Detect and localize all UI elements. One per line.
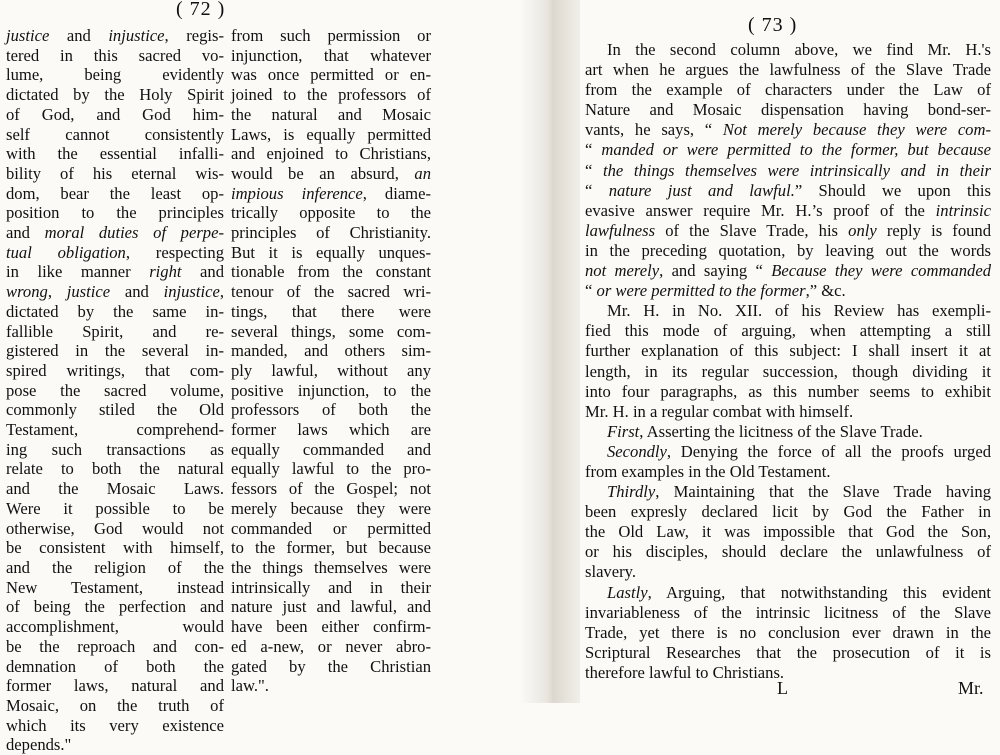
text-line: In the second column above, we find Mr. H.'s bbox=[607, 40, 991, 59]
text-line: “ manded or were permitted to the former, but because bbox=[585, 140, 991, 160]
signature-mark: L bbox=[777, 678, 788, 698]
text-line: New Testament, instead bbox=[6, 577, 224, 597]
text-line: impious inference, diame- bbox=[231, 183, 431, 203]
text-line: accomplishment, would bbox=[6, 617, 224, 637]
text-line: or his disciples, should declare the unlawfulness of bbox=[585, 542, 991, 562]
text-line: Secondly, Denying the force of all the proofs urged bbox=[607, 441, 991, 461]
text-line: of being the perfection and bbox=[6, 597, 224, 617]
text-line: demnation of both the bbox=[6, 656, 224, 676]
text-line: tered in this sacred vo- bbox=[6, 45, 224, 65]
text-line: relate to both the natural bbox=[6, 459, 224, 479]
text-line: joined to the professors of bbox=[231, 85, 431, 105]
right-page-body bbox=[585, 40, 991, 683]
text-line: from the example of characters under the Law of bbox=[585, 80, 991, 100]
text-line: depends." bbox=[6, 735, 72, 755]
catchword: Mr. bbox=[958, 678, 984, 698]
text-line: Nature and Mosaic dispensation having bond-ser- bbox=[585, 100, 991, 120]
text-line: not merely, and saying “ Because they were commanded bbox=[585, 261, 991, 281]
text-line: invariableness of the intrinsic licitness of the Slave bbox=[585, 602, 991, 622]
text-line: in the preceding quotation, by leaving out the words bbox=[585, 240, 991, 260]
text-line: Mosaic, on the truth of bbox=[6, 695, 224, 715]
text-line: former laws, natural and bbox=[6, 676, 224, 696]
text-line: pose the sacred volume, bbox=[6, 380, 224, 400]
text-line: But it is equally unques- bbox=[231, 242, 431, 262]
left-column-1 bbox=[6, 26, 224, 755]
text-line: the things themselves were bbox=[231, 557, 431, 577]
book-gutter bbox=[520, 0, 580, 703]
text-line: length, in its regular succession, though dividing it bbox=[585, 361, 991, 381]
text-line: of God, and God him- bbox=[6, 104, 224, 124]
text-line: tual obligation, respecting bbox=[6, 242, 224, 262]
text-line: ply lawful, without any bbox=[231, 360, 431, 380]
text-line: and enjoined to Christians, bbox=[231, 144, 431, 164]
text-line: and the religion of the bbox=[6, 557, 224, 577]
text-line: “ nature just and lawful.” Should we upon this bbox=[585, 180, 991, 200]
text-line: Testament, comprehend- bbox=[6, 420, 224, 440]
text-line: former laws which are bbox=[231, 420, 431, 440]
text-line: with the essential infalli- bbox=[6, 144, 224, 164]
text-line: merely because they were bbox=[231, 498, 431, 518]
text-line: dom, bear the least op- bbox=[6, 183, 224, 203]
text-line: slavery. bbox=[585, 562, 636, 582]
text-line: from examples in the Old Testament. bbox=[585, 461, 831, 481]
text-line: and moral duties of perpe- bbox=[6, 223, 224, 243]
text-line: justice and injustice, regis- bbox=[6, 26, 224, 45]
text-line: and the Mosaic Laws. bbox=[6, 479, 224, 499]
text-line: principles of Christianity. bbox=[231, 223, 431, 243]
text-line: Were it possible to be bbox=[6, 498, 224, 518]
text-line: tings, that there were bbox=[231, 301, 431, 321]
text-line: ed a-new, or never abro- bbox=[231, 636, 431, 656]
text-line: have been either confirm- bbox=[231, 617, 431, 637]
text-line: which its very existence bbox=[6, 715, 224, 735]
text-line: tenour of the sacred wri- bbox=[231, 282, 431, 302]
text-line: further explanation of this subject: I shall insert it at bbox=[585, 341, 991, 361]
text-line: “ or were permitted to the former,” &c. bbox=[585, 281, 846, 301]
text-line: nature just and lawful, and bbox=[231, 597, 431, 617]
text-line: Scriptural Researches that the prosecution of it is bbox=[585, 642, 991, 662]
text-line: to the former, but because bbox=[231, 538, 431, 558]
left-column-2 bbox=[231, 26, 431, 696]
text-line: art when he argues the lawfulness of the Slave Trade bbox=[585, 60, 991, 80]
text-line: gated by the Christian bbox=[231, 656, 431, 676]
text-line: Trade, yet there is no conclusion ever drawn in the bbox=[585, 622, 991, 642]
text-line: equally lawful to the pro- bbox=[231, 459, 431, 479]
text-line: positive injunction, to the bbox=[231, 380, 431, 400]
text-line: wrong, justice and injustice, bbox=[6, 282, 224, 302]
text-line: fied this mode of arguing, when attempting a still bbox=[585, 321, 991, 341]
text-line: otherwise, God would not bbox=[6, 518, 224, 538]
text-line: lawfulness of the Slave Trade, his only reply is found bbox=[585, 220, 992, 240]
text-line: trically opposite to the bbox=[231, 203, 431, 223]
text-line: Mr. H. in a regular combat with himself. bbox=[585, 401, 854, 421]
text-line: lume, being evidently bbox=[6, 65, 224, 85]
text-line: professors of both the bbox=[231, 400, 431, 420]
text-line: Thirdly, Maintaining that the Slave Trade having bbox=[607, 482, 991, 502]
text-line: from such permission or bbox=[231, 26, 431, 45]
text-line: into four paragraphs, as this number seems to exhibit bbox=[585, 381, 991, 401]
text-line: injunction, that whatever bbox=[231, 45, 431, 65]
text-line: Lastly, Arguing, that notwithstanding this evident bbox=[607, 582, 991, 602]
text-line: tionable from the constant bbox=[231, 262, 431, 282]
text-line: fallible Spirit, and re- bbox=[6, 321, 224, 341]
text-line: the natural and Mosaic bbox=[231, 104, 431, 124]
text-line: vants, he says, “ Not merely because they were com- bbox=[585, 120, 991, 140]
page-number-73: ( 73 ) bbox=[748, 14, 798, 36]
text-line: be the reproach and con- bbox=[6, 636, 224, 656]
text-line: intrinsically and in their bbox=[231, 577, 431, 597]
text-line: be consistent with himself, bbox=[6, 538, 224, 558]
text-line: in like manner right and bbox=[6, 262, 224, 282]
page-number-72: ( 72 ) bbox=[176, 0, 226, 20]
text-line: First, Asserting the licitness of the Slave Trade. bbox=[607, 421, 923, 441]
text-line: position to the principles bbox=[6, 203, 224, 223]
text-line: dictated by the same in- bbox=[6, 301, 224, 321]
text-line: “ the things themselves were intrinsically and in their bbox=[585, 160, 991, 180]
text-line: gistered in the several in- bbox=[6, 341, 224, 361]
text-line: commanded or permitted bbox=[231, 518, 431, 538]
text-line: was once permitted or en- bbox=[231, 65, 431, 85]
text-line: ing such transactions as bbox=[6, 439, 224, 459]
text-line: Mr. H. in No. XII. of his Review has exempli- bbox=[607, 301, 991, 321]
text-line: been expresly declared licit by God the Father in bbox=[585, 502, 991, 522]
text-line: fessors of the Gospel; not bbox=[231, 479, 431, 499]
text-line: spired writings, that com- bbox=[6, 360, 224, 380]
text-line: several things, some com- bbox=[231, 321, 431, 341]
text-line: manded, and others sim- bbox=[231, 341, 431, 361]
text-line: would be an absurd, an bbox=[231, 163, 431, 183]
text-line: dictated by the Holy Spirit bbox=[6, 85, 224, 105]
text-line: commonly stiled the Old bbox=[6, 400, 224, 420]
text-line: law.". bbox=[231, 676, 269, 696]
text-line: bility of his eternal wis- bbox=[6, 163, 224, 183]
text-line: Laws, is equally permitted bbox=[231, 124, 431, 144]
text-line: evasive answer require Mr. H.’s proof of the intrinsic bbox=[585, 200, 991, 220]
text-line: equally commanded and bbox=[231, 439, 431, 459]
text-line: self cannot consistently bbox=[6, 124, 224, 144]
text-line: therefore lawful to Christians. bbox=[585, 662, 785, 682]
text-line: the Old Law, it was impossible that God the Son, bbox=[585, 522, 991, 542]
